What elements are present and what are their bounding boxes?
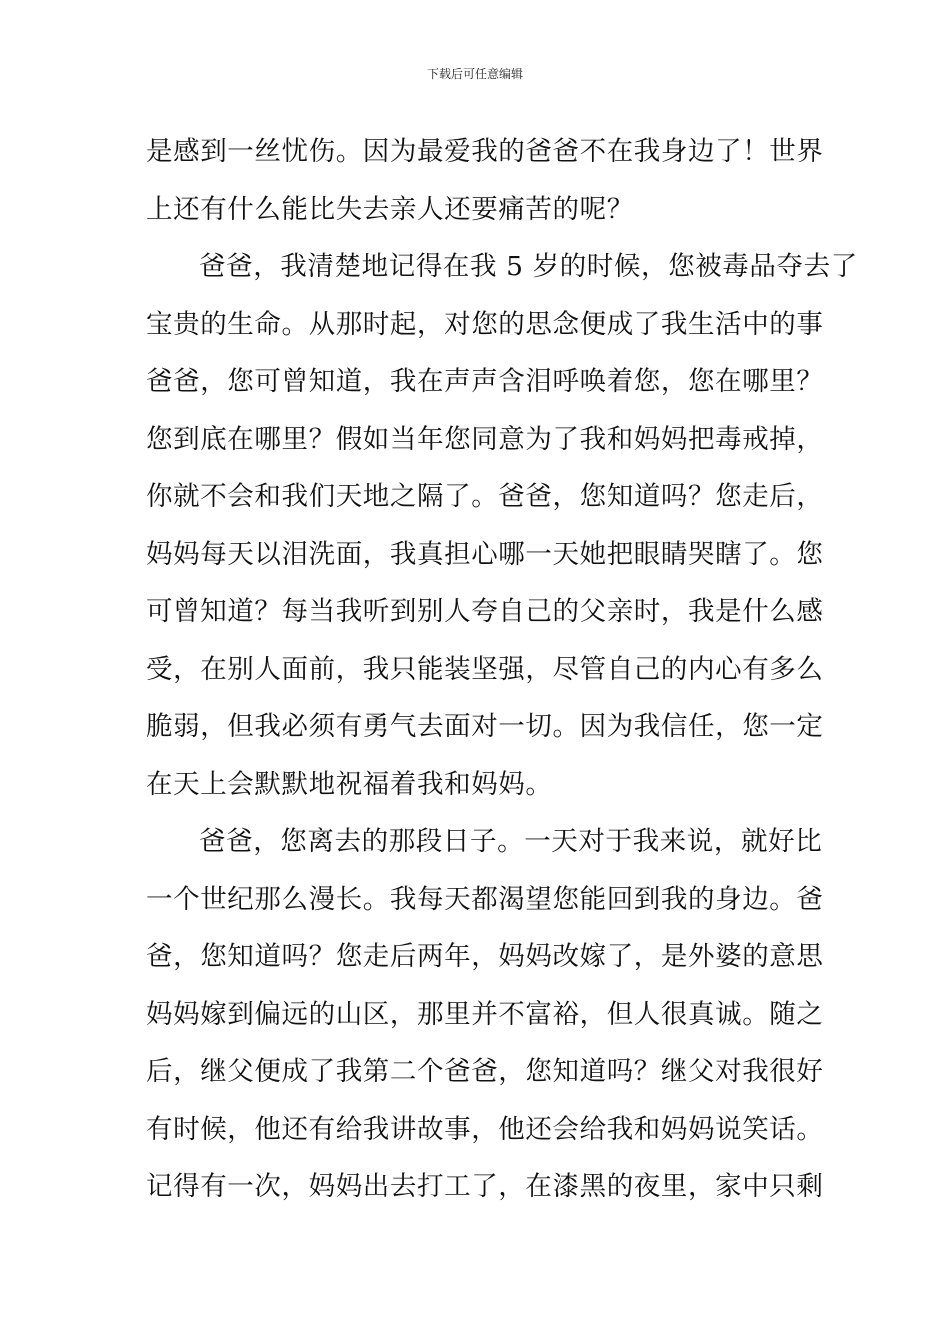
text-line: 上还有什么能比失去亲人还要痛苦的呢？	[146, 193, 634, 225]
body-text	[146, 129, 858, 1222]
text-line: 后，继父便成了我第二个爸爸，您知道吗？继父对我很好	[146, 1056, 824, 1087]
text-line: 爸爸，您可曾知道，我在声声含泪呼唤着您，您在哪里？	[146, 366, 824, 397]
text-line: 有时候，他还有给我讲故事，他还会给我和妈妈说笑话。	[146, 1113, 824, 1145]
text-line: 记得有一次，妈妈出去打工了，在漆黑的夜里，家中只剩	[146, 1171, 824, 1202]
text-line: 妈妈嫁到偏远的山区，那里并不富裕，但人很真诚。随之	[146, 998, 824, 1030]
text-line: 你就不会和我们天地之隔了。爸爸，您知道吗？您走后，	[146, 481, 824, 512]
text-line: 是感到一丝忧伤。因为最爱我的爸爸不在我身边了！世界	[146, 136, 824, 167]
text-line-paragraph-start: 爸爸，我清楚地记得在我 5 岁的时候，您被毒品夺去了	[199, 251, 858, 282]
page-header-note: 下载后可任意编辑	[426, 67, 523, 81]
text-line-paragraph-start: 爸爸，您离去的那段日子。一天对于我来说，就好比	[199, 826, 823, 857]
text-line: 妈妈每天以泪洗面，我真担心哪一天她把眼睛哭瞎了。您	[146, 538, 824, 570]
text-line: 脆弱，但我必须有勇气去面对一切。因为我信任，您一定	[146, 711, 824, 742]
text-line: 您到底在哪里？假如当年您同意为了我和妈妈把毒戒掉，	[146, 423, 824, 455]
text-line: 可曾知道？每当我听到别人夸自己的父亲时，我是什么感	[146, 596, 824, 627]
text-line: 在天上会默默地祝福着我和妈妈。	[146, 768, 553, 800]
text-line: 一个世纪那么漫长。我每天都渴望您能回到我的身边。爸	[146, 883, 824, 915]
text-line: 受，在别人面前，我只能装坚强，尽管自己的内心有多么	[146, 653, 824, 685]
text-line: 宝贵的生命。从那时起，对您的思念便成了我生活中的事	[146, 308, 824, 340]
text-line: 爸，您知道吗？您走后两年，妈妈改嫁了，是外婆的意思	[146, 941, 824, 972]
